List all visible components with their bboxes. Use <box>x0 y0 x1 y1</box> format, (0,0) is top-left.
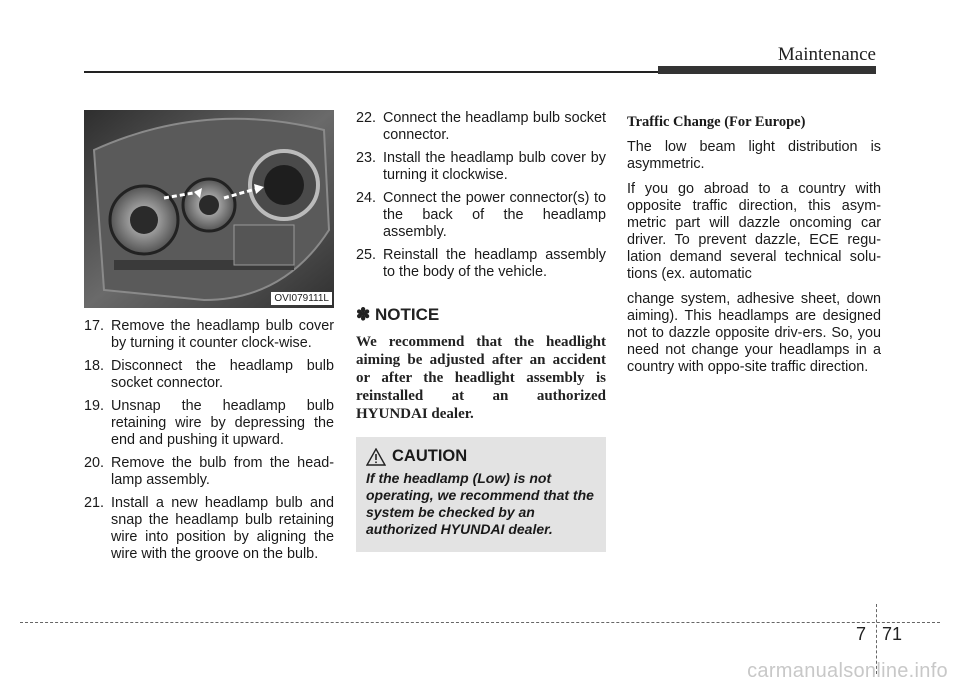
caution-header <box>366 447 598 466</box>
page-header-title: Maintenance <box>777 44 876 65</box>
header-rule <box>84 71 664 73</box>
header-rule-accent <box>658 66 876 74</box>
list-item: 25. Reinstall the headlamp assembly to the body of the vehicle. <box>356 247 606 280</box>
list-item: 22. Connect the headlamp bulb socket connector. <box>356 110 606 143</box>
footer-rule <box>20 622 940 623</box>
column-middle <box>356 110 606 552</box>
caution-body: If the headlamp (Low) is not operating, we recommend that the system be checked by an authorized HYUNDAI dealer. <box>366 470 594 537</box>
list-item: 19. Unsnap the headlamp bulb retaining wire by depressing the end and pushing it upward. <box>84 398 334 448</box>
watermark: carmanualsonline.info <box>747 660 948 682</box>
column-left <box>84 110 334 569</box>
figure-code: OVI079111L <box>271 292 332 305</box>
warning-triangle-icon <box>366 448 386 466</box>
list-item: 23. Install the headlamp bulb cover by turning it clockwise. <box>356 150 606 183</box>
list-item: 24. Connect the power connector(s) to the back of the headlamp assembly. <box>356 190 606 240</box>
headlamp-photo <box>84 110 334 308</box>
list-item: 20. Remove the bulb from the head-lamp assembly. <box>84 455 334 488</box>
paragraph: If you go abroad to a country with opposite traffic direction, this asym-metric part will dazzle oncoming car driver. To prevent dazzle, ECE regu-lation demand several technical solu-tions (ex. automatic <box>627 181 881 282</box>
caution-title: CAUTION <box>392 447 468 465</box>
list-item: 17. Remove the headlamp bulb cover by turning it counter clock-wise. <box>84 318 334 351</box>
list-item: 21. Install a new headlamp bulb and snap the headlamp bulb retaining wire into position by aligning the wire with the groove on the bulb. <box>84 495 334 562</box>
paragraph: change system, adhesive sheet, down aiming). This headlamps are designed not to dazzle opposite driv-ers. So, you need not change your headlamps in a country with oppo-site traffic direction. <box>627 291 881 375</box>
column-right <box>627 110 881 376</box>
steps-list-left <box>84 318 334 563</box>
notice-body: We recommend that the headlight aiming be adjusted after an accident or after the headlight assembly is reinstalled at an authorized HYUNDAI dealer. <box>356 334 606 422</box>
caution-box <box>356 437 606 552</box>
paragraph: The low beam light distribution is asymmetric. <box>627 139 881 172</box>
page-number: 71 <box>882 624 903 644</box>
section-number: 7 <box>856 624 867 644</box>
section-title: Traffic Change (For Europe) <box>627 114 806 130</box>
steps-list-middle <box>356 110 606 281</box>
headlamp-illustration <box>84 110 334 308</box>
notice-title: ✽ NOTICE <box>356 305 440 324</box>
list-item: 18. Disconnect the headlamp bulb socket connector. <box>84 358 334 391</box>
